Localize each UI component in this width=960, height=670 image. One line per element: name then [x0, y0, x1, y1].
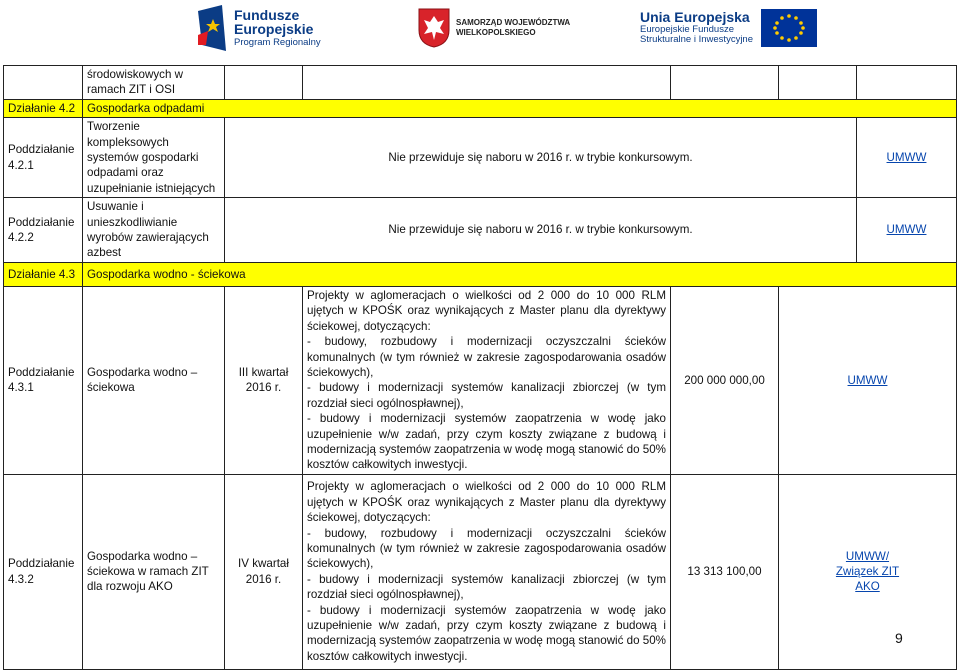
poddzialanie-4-2-1-institution-link[interactable]: UMWW [886, 151, 927, 165]
fe-line1: Fundusze [234, 6, 300, 23]
dzialanie-4-3-code: Działanie 4.3 [4, 262, 83, 286]
eu-flag-icon [761, 9, 817, 47]
row-poddzialanie-4-3-2 [4, 474, 957, 669]
row-poddzialanie-4-3-1 [4, 286, 957, 474]
poddzialanie-4-3-2-description [303, 474, 671, 669]
unia-europejska-logo [640, 0, 817, 55]
description-bullet-1: - budowy, rozbudowy i modernizacji oczyszczalni ścieków komunalnych (w tym również w zakresie zagospodarowania osadów ściekowych), [307, 335, 666, 379]
poddzialanie-4-2-2-note: Nie przewiduje się naboru w 2016 r. w trybie konkursowym. [225, 198, 857, 263]
description-bullet-2: - budowy i modernizacji systemów kanalizacji zbiorczej (w tym rozdział sieci ogólnospławnej), [307, 572, 666, 602]
row-poddzialanie-4-2-1 [4, 118, 957, 198]
row-continuation [4, 66, 957, 100]
poddzialanie-4-2-2-code: Poddziałanie 4.2.2 [4, 198, 83, 263]
samorzad-logo [418, 0, 570, 55]
poddzialanie-4-3-2-name: Gospodarka wodno – ściekowa w ramach ZIT dla rozwoju AKO [83, 474, 225, 669]
poddzialanie-4-3-1-amount: 200 000 000,00 [671, 286, 779, 474]
poddzialanie-4-3-2-term: IV kwartał 2016 r. [225, 474, 303, 669]
poddzialanie-4-3-2-amount: 13 313 100,00 [671, 474, 779, 669]
nabory-table [3, 65, 957, 670]
poddzialanie-4-3-1-institution-link[interactable]: UMWW [847, 373, 888, 387]
cell-empty [4, 66, 83, 100]
poddzialanie-4-2-2-institution-link[interactable]: UMWW [886, 223, 927, 237]
row0-name: środowiskowych w ramach ZIT i OSI [83, 66, 225, 100]
poddzialanie-4-3-2-code: Poddziałanie 4.3.2 [4, 474, 83, 669]
description-bullet-3: - budowy i modernizacji systemów zaopatrzenia w wodę jako uzupełnienie w/w zadań, przy czym koszty związane z budową i modernizacją systemów zaopatrzenia w wodę mogą stanowić do 50% kosztów całkowitych inwestycji. [307, 603, 666, 663]
eagle-crest-icon [418, 8, 450, 48]
cell-empty [671, 66, 779, 100]
row-poddzialanie-4-2-2 [4, 198, 957, 263]
dzialanie-4-3-title: Gospodarka wodno - ściekowa [83, 262, 957, 286]
poddzialanie-4-3-1-name: Gospodarka wodno – ściekowa [83, 286, 225, 474]
page-number: 9 [895, 630, 903, 646]
row-dzialanie-4-2 [4, 99, 957, 117]
fe-line2: Europejskie [234, 20, 314, 37]
row-dzialanie-4-3 [4, 262, 957, 286]
poddzialanie-4-2-1-note: Nie przewiduje się naboru w 2016 r. w trybie konkursowym. [225, 118, 857, 198]
description-intro: Projekty w aglomeracjach o wielkości od 2 000 do 10 000 RLM ujętych w KPOŚK oraz wynikających z Master planu dla dyrektywy ściekowej, dotyczących: [307, 288, 666, 333]
cell-empty [303, 66, 671, 100]
poddzialanie-4-2-1-name: Tworzenie kompleksowych systemów gospodarki odpadami oraz uzupełnianie istniejących [83, 118, 225, 198]
ue-line3: Strukturalne i Inwestycyjne [640, 33, 753, 45]
poddzialanie-4-3-1-code: Poddziałanie 4.3.1 [4, 286, 83, 474]
cell-empty [857, 66, 957, 100]
institution-zwiazek-zit-link[interactable]: Związek ZIT [835, 565, 900, 579]
ue-line1: Unia Europejska [640, 9, 750, 26]
description-bullet-1: - budowy, rozbudowy i modernizacji oczyszczalni ścieków komunalnych (w tym również w zakresie zagospodarowania osadów ściekowych), [307, 526, 666, 571]
description-bullet-3: - budowy i modernizacji systemów zaopatrzenia w wodę jako uzupełnienie w/w zadań, przy czym koszty związane z budową i modernizacją systemów zaopatrzenia w wodę mogą stanowić do 50% kosztów całkowitych inwestycji. [307, 412, 666, 472]
logo-bar [0, 0, 960, 55]
poddzialanie-4-2-2-name: Usuwanie i unieszkodliwianie wyrobów zawierających azbest [83, 198, 225, 263]
institution-umww-link[interactable]: UMWW/ [845, 549, 890, 563]
poddzialanie-4-3-1-description [303, 286, 671, 474]
fe-line3: Program Regionalny [234, 36, 321, 48]
dzialanie-4-2-code: Działanie 4.2 [4, 99, 83, 117]
description-intro: Projekty w aglomeracjach o wielkości od 2 000 do 10 000 RLM ujętych w KPOŚK oraz wynikających z Master planu dla dyrektywy ściekowej, dotyczących: [307, 480, 666, 525]
poddzialanie-4-3-1-term: III kwartał 2016 r. [225, 286, 303, 474]
dzialanie-4-2-title: Gospodarka odpadami [83, 99, 957, 117]
fundusze-europejskie-logo [198, 0, 321, 55]
cell-empty [225, 66, 303, 100]
description-bullet-2: - budowy i modernizacji systemów kanalizacji zbiorczej (w tym rozdział sieci ogólnospławnej), [307, 381, 666, 410]
sw-line1: SAMORZĄD WOJEWÓDZTWA [456, 17, 571, 27]
ue-line2: Europejskie Fundusze [640, 23, 734, 35]
cell-empty [779, 66, 857, 100]
poddzialanie-4-3-2-institution [779, 474, 957, 669]
institution-ako-link[interactable]: AKO [855, 580, 880, 594]
poddzialanie-4-2-1-code: Poddziałanie 4.2.1 [4, 118, 83, 198]
fe-star-icon [198, 5, 228, 51]
sw-line2: WIELKOPOLSKIEGO [456, 27, 536, 37]
